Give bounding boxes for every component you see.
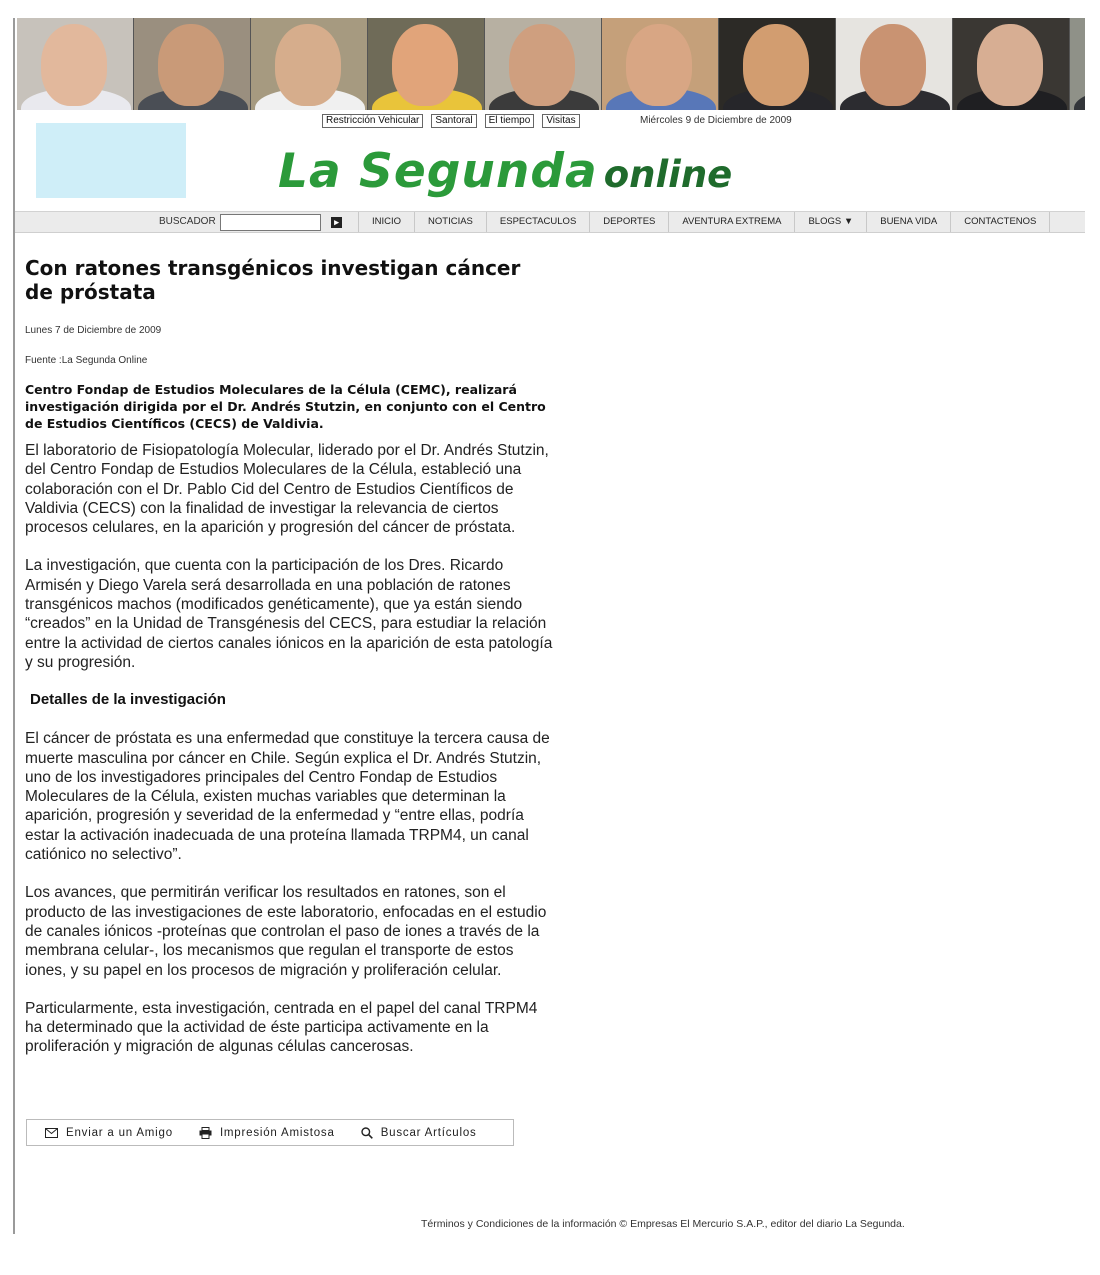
columnist-photo-strip (17, 18, 1085, 110)
footer-legal[interactable]: Términos y Condiciones de la información © Empresas El Mercurio S.A.P., editor del diario La Segunda. (421, 1218, 905, 1230)
search-articles-label: Buscar Artículos (380, 1126, 477, 1139)
link-santoral[interactable]: Santoral (431, 114, 476, 128)
nav-item-inicio[interactable]: INICIO (358, 212, 414, 232)
envelope-icon (45, 1128, 58, 1138)
nav-item-buena-vida[interactable]: BUENA VIDA (866, 212, 950, 232)
columnist-photo (1070, 18, 1085, 110)
search-input[interactable] (220, 214, 321, 231)
article-source: Fuente :La Segunda Online (25, 355, 148, 366)
nav-menu (358, 212, 1050, 232)
article-actions-bar (26, 1119, 514, 1146)
columnist-photo (134, 18, 251, 110)
send-to-friend-button[interactable] (45, 1127, 173, 1139)
nav-item-contactenos[interactable]: CONTACTENOS (950, 212, 1050, 232)
magnifier-icon (361, 1127, 373, 1139)
nav-item-aventura-extrema[interactable]: AVENTURA EXTREMA (668, 212, 794, 232)
article-paragraph: Los avances, que permitirán verificar los resultados en ratones, son el producto de las investigaciones de este laboratorio, enfocadas en el estudio de canales iónicos -proteínas que controlan el paso de iones a través de la membrana celular-, los mecanismos que regulan el transporte de estos iones, y su papel en los procesos de migración y proliferación celular. (25, 884, 547, 979)
search-articles-button[interactable] (361, 1127, 477, 1139)
friendly-print-button[interactable] (199, 1127, 335, 1139)
search-label: BUSCADOR (159, 216, 216, 227)
columnist-photo (602, 18, 719, 110)
friendly-print-label: Impresión Amistosa (219, 1126, 335, 1139)
article-lead: Centro Fondap de Estudios Moleculares de la Célula (CEMC), realizará investigación dirigida por el Dr. Andrés Stutzin, en conjunto con el Centro de Estudios Científicos (CECS) de Valdivia. (25, 382, 546, 431)
logo-sub-text: online (603, 153, 733, 196)
article-paragraph: Particularmente, esta investigación, centrada en el papel del canal TRPM4 ha determinado que la actividad de éste participa activamente en la proliferación y migración de algunas células cancerosas. (25, 999, 538, 1056)
top-utility-links (322, 114, 580, 128)
send-to-friend-label: Enviar a un Amigo (66, 1126, 173, 1139)
columnist-photo (719, 18, 836, 110)
search-go-button[interactable]: ▸ (331, 217, 342, 228)
columnist-photo (17, 18, 134, 110)
link-visitas[interactable]: Visitas (542, 114, 579, 128)
link-el-tiempo[interactable]: El tiempo (485, 114, 535, 128)
site-logo[interactable] (278, 144, 732, 200)
main-nav-bar (15, 211, 1085, 233)
article-date: Lunes 7 de Diciembre de 2009 (25, 325, 162, 336)
nav-item-deportes[interactable]: DEPORTES (589, 212, 668, 232)
article-subheading: Detalles de la investigación (30, 691, 226, 709)
logo-main-text: La Segunda (278, 144, 598, 199)
columnist-photo (368, 18, 485, 110)
printer-icon (199, 1127, 212, 1139)
article-paragraph: La investigación, que cuenta con la participación de los Dres. Ricardo Armisén y Diego Varela será desarrollada en una población de ratones transgénicos machos (modificados genéticamente), que ya están siendo “creados” en la Unidad de Transgénesis del CECS, para estudiar la relación entre la actividad de ciertos canales iónicos en la aparición de esta patología y su progresión. (25, 557, 553, 671)
header-date: Miércoles 9 de Diciembre de 2009 (640, 115, 792, 126)
link-restriccion-vehicular[interactable]: Restricción Vehicular (322, 114, 423, 128)
article-paragraph: El laboratorio de Fisiopatología Molecular, liderado por el Dr. Andrés Stutzin, del Centro Fondap de Estudios Moleculares de la Célula, estableció una colaboración con el Dr. Pablo Cid del Centro de Estudios Científicos de Valdivia (CECS) con la finalidad de investigar la relevancia de ciertos procesos celulares, en la aparición y progresión del cáncer de próstata. (25, 442, 549, 537)
page-left-border (13, 18, 15, 1234)
article-headline: Con ratones transgénicos investigan cáncer de próstata (25, 256, 521, 304)
columnist-photo (953, 18, 1070, 110)
nav-item-blogs-dropdown[interactable]: BLOGS ▼ (794, 212, 866, 232)
article (25, 256, 555, 1057)
nav-item-noticias[interactable]: NOTICIAS (414, 212, 486, 232)
columnist-photo (485, 18, 602, 110)
nav-item-espectaculos[interactable]: ESPECTACULOS (486, 212, 589, 232)
columnist-photo (836, 18, 953, 110)
columnist-photo (251, 18, 368, 110)
ad-placeholder[interactable] (36, 123, 186, 198)
article-paragraph: El cáncer de próstata es una enfermedad que constituye la tercera causa de muerte masculina por cáncer en Chile. Según explica el Dr. Andrés Stutzin, uno de los investigadores principales del Centro Fondap de Estudios Moleculares de la Célula, existen muchas variables que determinan la aparición, progresión y severidad de la enfermedad y “entre ellas, podría estar la activación inadecuada de una proteína llamada TRPM4, un canal catiónico no selectivo”. (25, 730, 550, 864)
